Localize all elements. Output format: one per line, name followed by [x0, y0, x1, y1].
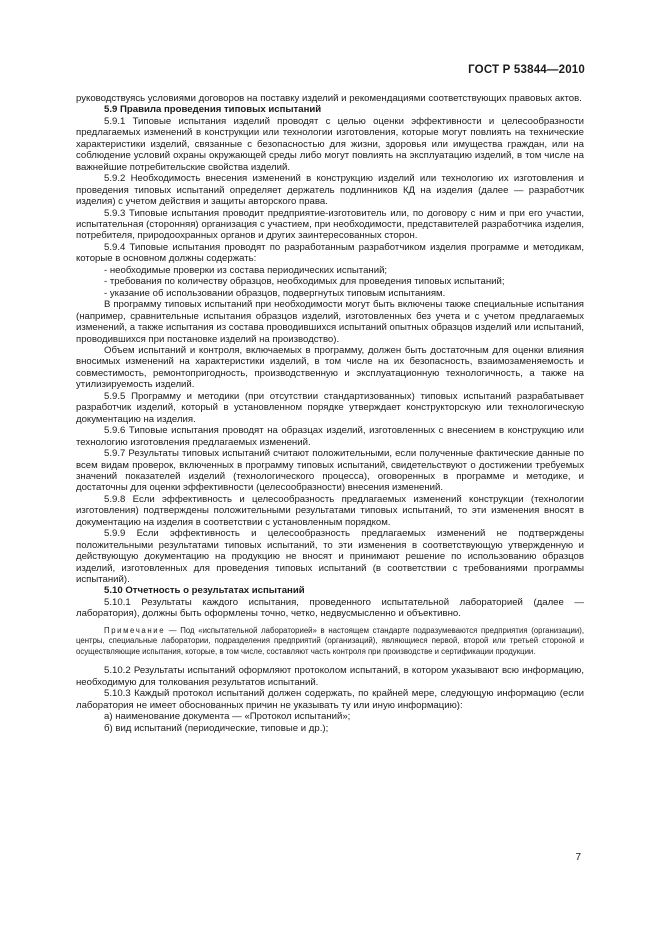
paragraph-special-tests: В программу типовых испытаний при необходимости могут быть включены также специальные испытания (например, сравнительные испытания образцов изделий, изготовленных без учета и с учетом предлагаемых изменений, а также испытания из состава проводившихся испытаний опытных образцов изделий или испытаний, проводившихся при постановке изделий на производство). [76, 299, 584, 345]
note [76, 626, 584, 658]
list-item: - необходимые проверки из состава периодических испытаний; [104, 264, 388, 276]
paragraph-5-9-7: 5.9.7 Результаты типовых испытаний считают положительными, если полученные фактические данные по всем видам проверок, включенных в программу типовых испытаний, свидетельствуют о достижении требуемых значений показателей изделий (технологического процесса), оговоренных в программе и методике, и достаточны для оценки эффективности (целесообразности) внесения изменений. [76, 448, 584, 494]
list-item: - указание об использовании образцов, подвергнутых типовым испытаниям. [104, 287, 446, 299]
note-label: Примечание [104, 625, 166, 635]
note-text: — Под «испытательной лабораторией» в настоящем стандарте подразумеваются предприятия (организации), центры, специальные лаборатории, подразделения предприятий (организаций), являющиеся первой, второй или третьей стороной и осуществляющие испытания, которые, в том числе, составляют часть контроля при производстве и сертификации продукции. [76, 625, 584, 656]
document-body [76, 93, 584, 734]
paragraph-5-9-5: 5.9.5 Программу и методики (при отсутствии стандартизованных) типовых испытаний разрабатывает разработчик изделий, который в установленном порядке утверждает конструкторскую или технологическую документацию на изделия. [76, 390, 584, 425]
list-item: - требования по количеству образцов, необходимых для проведения типовых испытаний; [104, 276, 505, 288]
paragraph-5-9-2: 5.9.2 Необходимость внесения изменений в конструкцию изделий или технологию их изготовления и проведения типовых испытаний определяет держатель подлинников КД на изделия (далее — разработчик изделия) с учетом действия и защиты авторского права. [76, 173, 584, 208]
section-heading-5-9: 5.9 Правила проведения типовых испытаний [104, 104, 322, 116]
paragraph-5-9-4: 5.9.4 Типовые испытания проводят по разработанным разработчиком изделия программе и методикам, которые в основном должны содержать: [76, 241, 584, 265]
section-heading-5-10: 5.10 Отчетность о результатах испытаний [104, 585, 305, 597]
paragraph-continuation: руководствуясь условиями договоров на поставку изделий и рекомендациями соответствующих правовых актов. [76, 93, 582, 104]
paragraph-5-9-9: 5.9.9 Если эффективность и целесообразность предлагаемых изменений не подтверждены положительными результатами типовых испытаний, то эти изменения в соответствующую утвержденную и действующую документацию на продукцию не вносят и принимают решение по использованию образцов изделий, изготовленных для проведения типовых испытаний (в соответствии с требованиями программы испытаний). [76, 528, 584, 586]
page-number: 7 [575, 852, 581, 863]
paragraph-5-10-2: 5.10.2 Результаты испытаний оформляют протоколом испытаний, в котором указывают всю информацию, необходимую для толкования результатов испытаний. [76, 665, 584, 688]
paragraph-5-10-1: 5.10.1 Результаты каждого испытания, проведенного испытательной лабораторией (далее — лаборатория), должны быть оформлены точно, четко, недвусмысленно и объективно. [76, 596, 584, 620]
paragraph-5-9-3: 5.9.3 Типовые испытания проводит предприятие-изготовитель или, по договору с ним и при его участии, испытательная (сторонняя) организация с участием, при необходимости, представителей разработчика изделия, потребителя, природоохранных органов и других заинтересованных сторон. [76, 207, 584, 242]
paragraph-scope: Объем испытаний и контроля, включаемых в программу, должен быть достаточным для оценки влияния вносимых изменений на характеристики изделий, в том числе на их безопасность, взаимозаменяемость и совместимость, ремонтопригодность, производственную и эксплуатационную технологичность, а также на утилизируемость изделий. [76, 344, 584, 391]
paragraph-5-9-6: 5.9.6 Типовые испытания проводят на образцах изделий, изготовленных с внесением в конструкцию или технологию изготовления предлагаемых изменений. [76, 425, 584, 448]
paragraph-5-9-1: 5.9.1 Типовые испытания изделий проводят с целью оценки эффективности и целесообразности предлагаемых изменений в конструкции или технологии изготовления, которые могут повлиять на технические характеристики изделий, связанные с безопасностью для жизни, здоровья или имущества граждан, или на соблюдение условий охраны окружающей среды либо могут повлиять на эксплуатацию изделий, в том числе на важнейшие потребительские свойства изделий. [76, 115, 584, 173]
list-item: а) наименование документа — «Протокол испытаний»; [104, 711, 351, 723]
list-item: б) вид испытаний (периодические, типовые и др.); [104, 722, 329, 734]
paragraph-5-9-8: 5.9.8 Если эффективность и целесообразность предлагаемых изменений конструкции (технологии изготовления) подтверждены положительными результатами типовых испытаний, то эти изменения вносят в документацию на изделия в соответствии с установленным порядком. [76, 493, 584, 528]
paragraph-5-10-3: 5.10.3 Каждый протокол испытаний должен содержать, по крайней мере, следующую информацию (если лаборатория не имеет обоснованных причин не указывать ту или иную информацию): [76, 688, 584, 711]
standard-header: ГОСТ Р 53844—2010 [468, 64, 585, 76]
